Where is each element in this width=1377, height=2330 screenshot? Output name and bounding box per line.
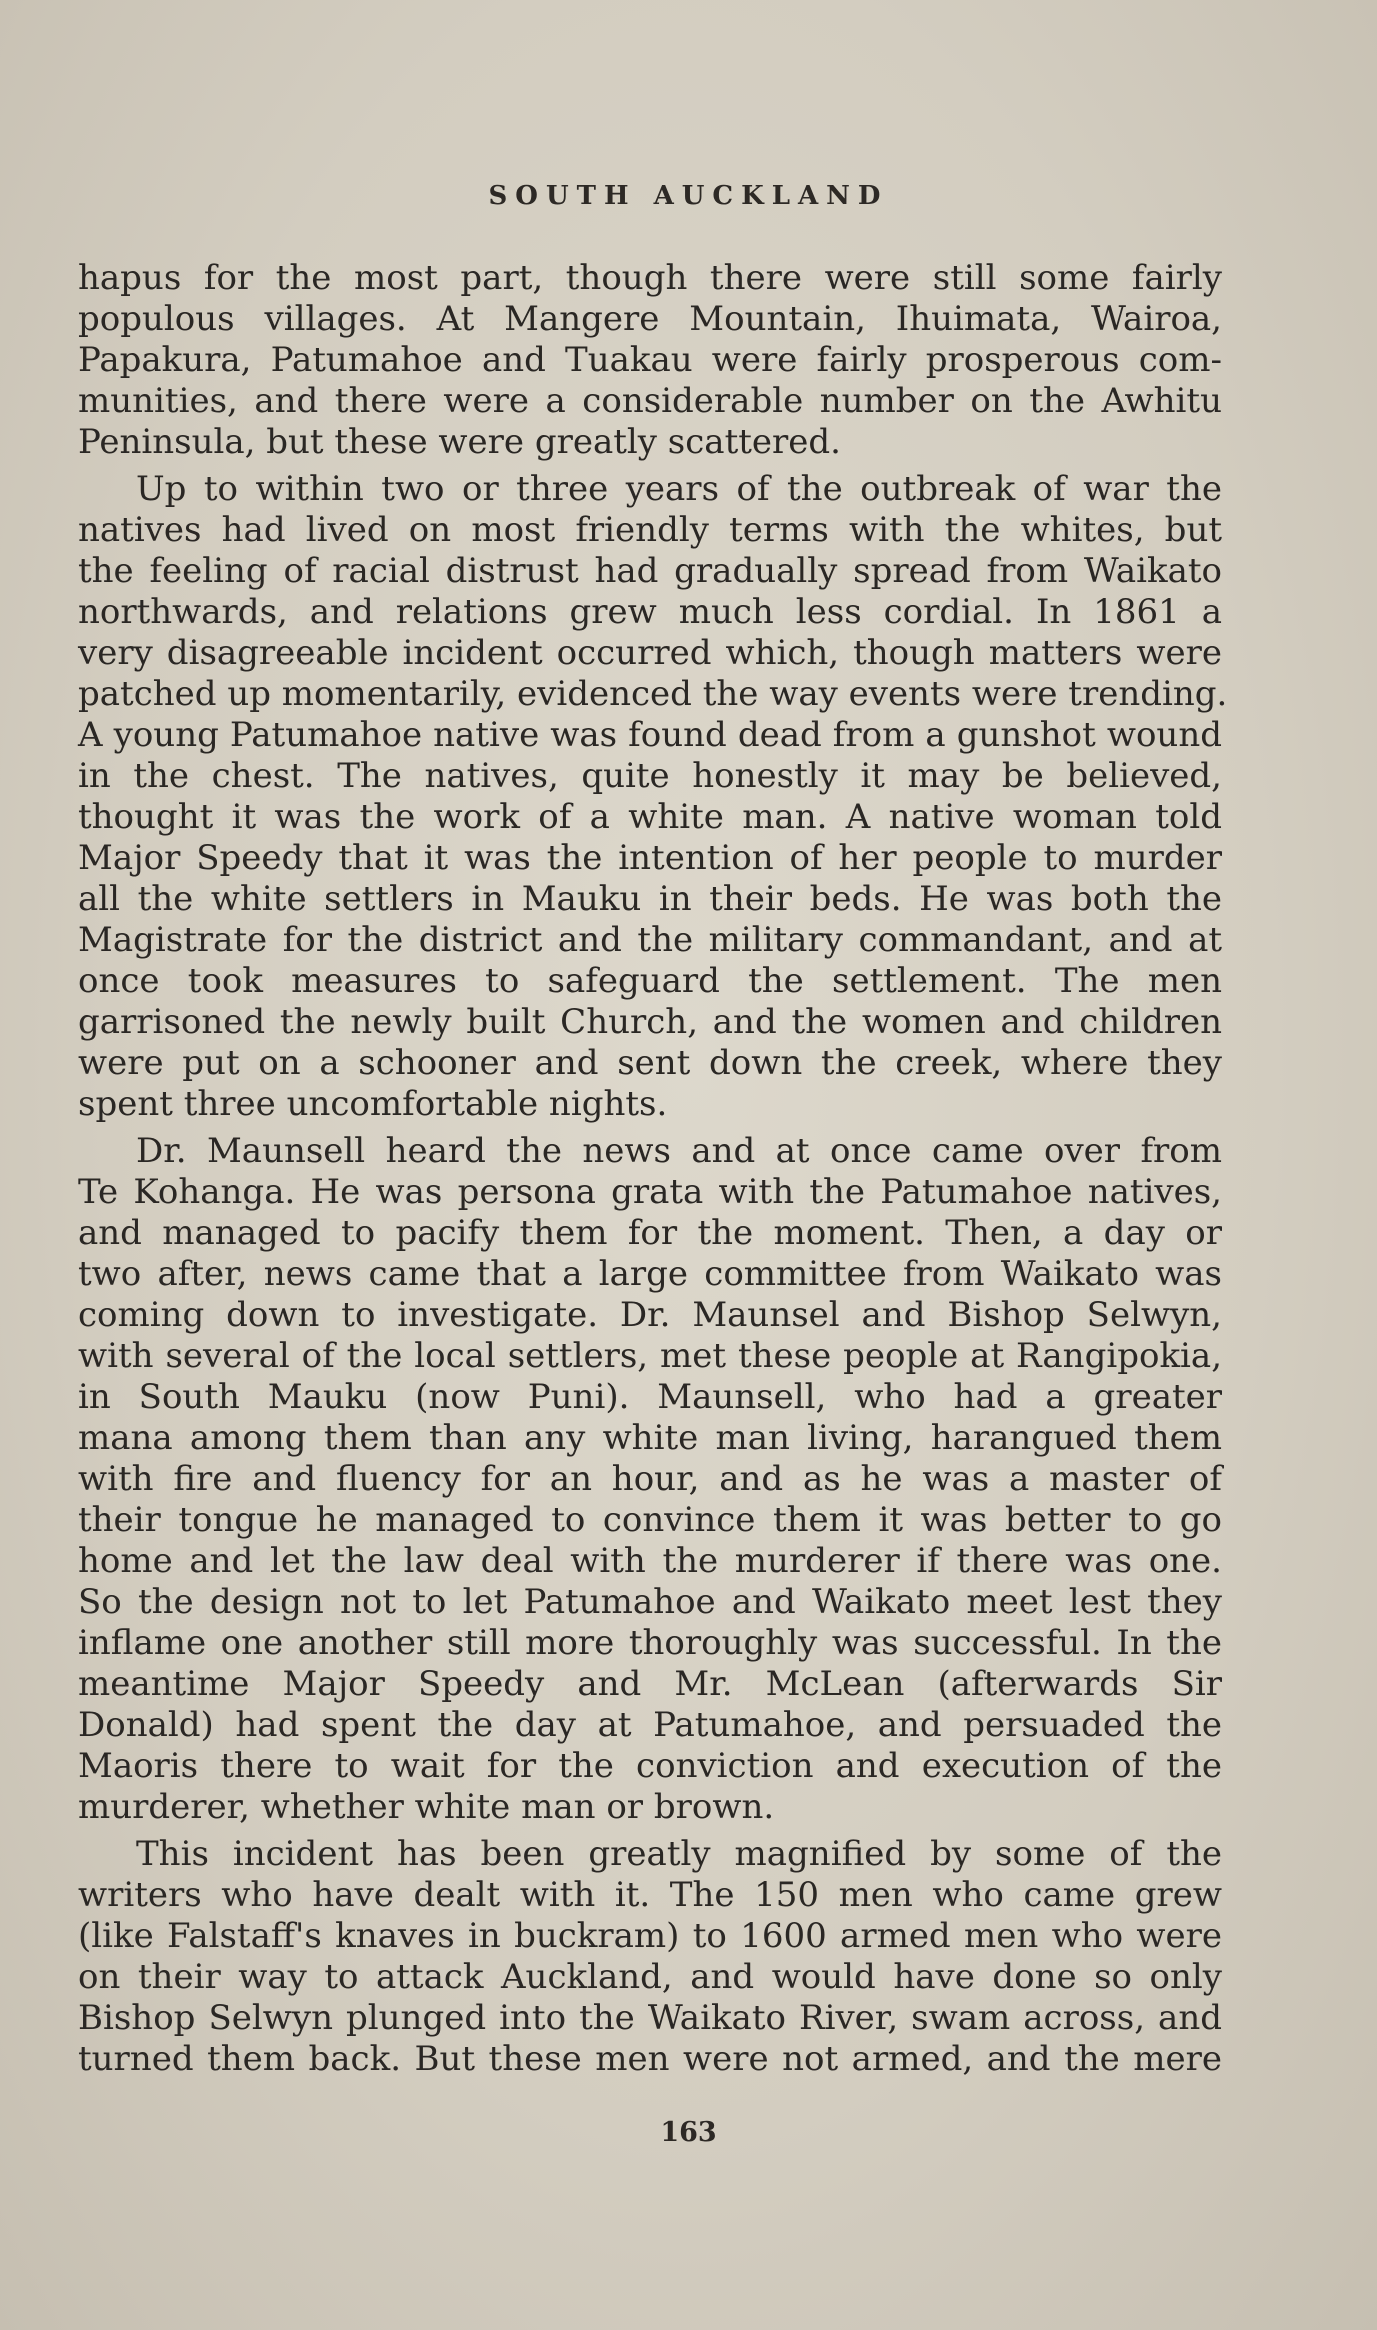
text-line: patched up momentarily, evidenced the way events were trending.: [78, 674, 1228, 714]
text-line: spent three uncomfortable nights.: [78, 1084, 668, 1124]
text-line: thought it was the work of a white man. A native woman told: [78, 797, 1222, 837]
text-line: A young Patumahoe native was found dead from a gunshot wound: [78, 715, 1222, 755]
body-text: [78, 258, 1228, 2080]
text-line: natives had lived on most friendly terms with the whites, but: [78, 510, 1222, 550]
text-line: on their way to attack Auckland, and would have done so only: [78, 1957, 1222, 1997]
paragraph: [78, 1131, 1222, 1828]
text-line: and managed to pacify them for the moment. Then, a day or: [78, 1213, 1222, 1253]
text-line: writers who have dealt with it. The 150 men who came grew: [78, 1875, 1222, 1915]
paragraph: [78, 258, 1222, 463]
text-line: Magistrate for the district and the military commandant, and at: [78, 920, 1222, 960]
text-line: garrisoned the newly built Church, and the women and children: [78, 1002, 1222, 1042]
text-line: with several of the local settlers, met these people at Rangipokia,: [78, 1336, 1222, 1376]
text-line: northwards, and relations grew much less cordial. In 1861 a: [78, 592, 1222, 632]
text-line: very disagreeable incident occurred which, though matters were: [78, 633, 1222, 673]
text-line: in the chest. The natives, quite honestly it may be believed,: [78, 756, 1222, 796]
running-head: SOUTH AUCKLAND: [488, 181, 889, 211]
text-line: inflame one another still more thoroughly was successful. In the: [78, 1623, 1222, 1663]
text-line: Bishop Selwyn plunged into the Waikato River, swam across, and: [78, 1998, 1222, 2038]
text-line: murderer, whether white man or brown.: [78, 1787, 775, 1827]
text-line: once took measures to safeguard the settlement. The men: [78, 961, 1222, 1001]
text-line: Peninsula, but these were greatly scattered.: [78, 422, 841, 462]
text-line: their tongue he managed to convince them it was better to go: [78, 1500, 1222, 1540]
text-line: with fire and fluency for an hour, and as he was a master of: [78, 1459, 1222, 1499]
text-line: Donald) had spent the day at Patumahoe, and persuaded the: [78, 1705, 1222, 1745]
text-line: (like Falstaff's knaves in buckram) to 1600 armed men who were: [78, 1916, 1222, 1956]
text-line: munities, and there were a considerable number on the Awhitu: [78, 381, 1222, 421]
text-line: Te Kohanga. He was persona grata with the Patumahoe natives,: [78, 1172, 1222, 1212]
paragraph: [78, 1834, 1222, 2080]
text-line: Dr. Maunsell heard the news and at once came over from: [136, 1131, 1222, 1171]
text-line: were put on a schooner and sent down the creek, where they: [78, 1043, 1222, 1083]
text-line: Major Speedy that it was the intention of her people to murder: [78, 838, 1222, 878]
text-line: coming down to investigate. Dr. Maunsel and Bishop Selwyn,: [78, 1295, 1222, 1335]
text-line: Papakura, Patumahoe and Tuakau were fairly prosperous com-: [78, 340, 1222, 380]
text-line: Up to within two or three years of the outbreak of war the: [136, 469, 1222, 509]
text-line: turned them back. But these men were not armed, and the mere: [78, 2039, 1222, 2079]
text-line: in South Mauku (now Puni). Maunsell, who had a greater: [78, 1377, 1222, 1417]
text-line: hapus for the most part, though there were still some fairly: [78, 258, 1222, 298]
text-line: home and let the law deal with the murderer if there was one.: [78, 1541, 1222, 1581]
text-line: two after, news came that a large committee from Waikato was: [78, 1254, 1222, 1294]
text-line: Maoris there to wait for the conviction and execution of the: [78, 1746, 1222, 1786]
text-line: mana among them than any white man living, harangued them: [78, 1418, 1222, 1458]
text-line: meantime Major Speedy and Mr. McLean (afterwards Sir: [78, 1664, 1222, 1704]
text-line: all the white settlers in Mauku in their beds. He was both the: [78, 879, 1222, 919]
paragraph: [78, 469, 1228, 1125]
text-line: populous villages. At Mangere Mountain, Ihuimata, Wairoa,: [78, 299, 1222, 339]
page-number: 163: [660, 2117, 717, 2148]
text-line: This incident has been greatly magnified by some of the: [136, 1834, 1222, 1874]
text-line: So the design not to let Patumahoe and Waikato meet lest they: [78, 1582, 1222, 1622]
text-line: the feeling of racial distrust had gradually spread from Waikato: [78, 551, 1222, 591]
